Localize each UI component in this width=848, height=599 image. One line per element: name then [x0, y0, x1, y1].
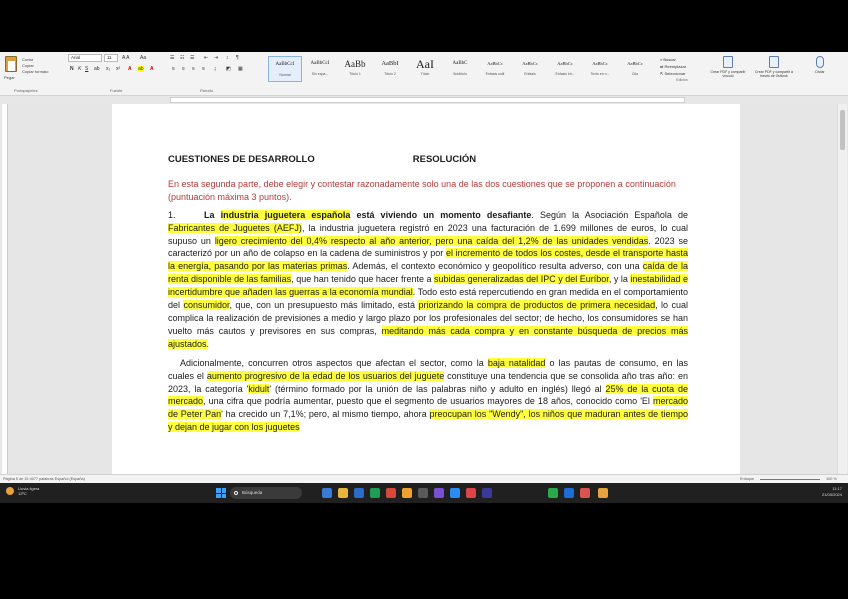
weather-widget[interactable] [6, 486, 39, 496]
style-sample: AaBbC [452, 61, 468, 66]
instructions-paragraph: En esta segunda parte, debe elegir y contestar razonadamente solo una de las dos cuestiones que se proponen a continuación (puntuación máxima 3 puntos). [168, 178, 676, 202]
style-sample: AaBbCc [557, 61, 573, 66]
style-name: Título [420, 72, 430, 76]
style-option[interactable] [373, 56, 407, 82]
taskbar-search[interactable] [230, 487, 302, 499]
multilevel-list-icon[interactable]: ☰ [190, 55, 195, 61]
status-bar [0, 474, 848, 483]
taskbar-app-icon[interactable] [548, 488, 558, 498]
highlighted-text: meditando más cada compra y en constante búsqueda de precios más ajustados [168, 325, 688, 349]
highlighted-text: caída de la renta disponible de las familias [168, 261, 688, 285]
style-sample: AaBbCc [487, 61, 503, 66]
editing-label: Edición [676, 78, 688, 82]
style-sample: AaBbCc [627, 61, 643, 66]
styles-gallery [268, 56, 653, 82]
section-heading [168, 154, 688, 167]
clipboard-label: Portapapeles [14, 88, 38, 93]
taskbar-app-icon[interactable] [598, 488, 608, 498]
system-clock[interactable] [808, 486, 842, 498]
ribbon [0, 52, 848, 96]
taskbar-app-icon[interactable] [322, 488, 332, 498]
taskbar-app-icon[interactable] [450, 488, 460, 498]
create-pdf-outlook-button[interactable] [752, 56, 796, 90]
taskbar-app-icon[interactable] [338, 488, 348, 498]
superscript-icon[interactable]: x² [116, 66, 121, 72]
taskbar-app-icon[interactable] [418, 488, 428, 498]
style-option[interactable] [478, 56, 512, 82]
document-page[interactable] [112, 104, 740, 474]
text-run: constituye una tendencia que se consolida año tras año: en 2023, la categoría ' [168, 370, 688, 394]
pdf-link-icon [723, 56, 733, 68]
taskbar-app-icon[interactable] [434, 488, 444, 498]
style-name: Texto en n... [590, 72, 610, 76]
top-letterbox [0, 0, 848, 52]
numbering-icon[interactable]: ☷ [180, 55, 185, 61]
vertical-scrollbar[interactable] [837, 104, 847, 474]
document-area [0, 104, 848, 474]
replace-button[interactable]: ⇄ Reemplazar [660, 64, 687, 69]
style-sample: AaBbCcI [275, 62, 295, 67]
clipboard-group [2, 54, 66, 92]
highlighted-text: Fabricantes de Juguetes (AEFJ) [168, 222, 302, 233]
borders-icon[interactable]: ▦ [238, 66, 243, 72]
taskbar-app-icon[interactable] [564, 488, 574, 498]
document-body[interactable] [168, 154, 688, 440]
font-color-icon[interactable]: A [128, 66, 132, 72]
search-icon [234, 491, 238, 495]
style-sample: AaBbCc [592, 61, 608, 66]
change-case-icon[interactable]: Aa [140, 55, 147, 61]
italic-icon[interactable]: K [78, 66, 82, 72]
style-option[interactable] [303, 56, 337, 82]
show-marks-icon[interactable]: ¶ [236, 55, 239, 61]
paste-button[interactable]: Pegar [4, 75, 15, 80]
copy-button[interactable]: Copiar [22, 63, 34, 68]
style-name: Énfasis sutil [485, 72, 505, 76]
style-name: Cita [631, 72, 639, 76]
taskbar-app-icon[interactable] [580, 488, 590, 498]
bold-icon[interactable]: N [70, 66, 74, 72]
taskbar-app-icon[interactable] [370, 488, 380, 498]
create-pdf-link-label: Crear PDF y compartir vínculo [710, 70, 746, 78]
sort-icon[interactable]: ↕ [226, 55, 229, 61]
text-run: ' (término formado por la unión de las palabras niño y adulto en inglés) llegó al [269, 383, 606, 394]
highlighted-text: kidult [248, 383, 270, 394]
increase-indent-icon[interactable]: ⇥ [214, 55, 219, 61]
text-run: , que han tenido que hacer frente a [291, 274, 435, 285]
dictate-button[interactable] [800, 56, 840, 90]
bullets-icon[interactable]: ☰ [170, 55, 175, 61]
text-run: , lo cual complica la realización de previsiones a medio y largo plazo por los profesionales del sector; de hecho, los consumidores se han vuelto más cautos y previsores en sus compras, [168, 300, 688, 336]
underline-icon[interactable]: S [85, 66, 89, 72]
ruler-track[interactable] [170, 97, 685, 103]
clock-time: 11:17 [832, 486, 842, 491]
paste-icon[interactable] [5, 56, 17, 72]
text-run: . Además, el contexto económico y geopolítico resulta adverso, con una [347, 261, 643, 272]
zoom-slider[interactable] [760, 479, 820, 480]
focus-button[interactable]: Enfoque [740, 477, 755, 481]
paragraph-group [170, 54, 265, 92]
style-option[interactable] [583, 56, 617, 82]
create-pdf-outlook-label: Crear PDF y compartir a través de Outlook [755, 70, 793, 78]
horizontal-ruler [0, 96, 848, 104]
weather-temp: 12ºC [18, 491, 27, 496]
text-run: o las pautas de consumo, en las cuales el [168, 357, 688, 381]
text-run: , una cifra que podría aumentar, puesto que el segmento de usuarios mayores de 18 años, conocido como 'El [203, 396, 653, 407]
question-1-paragraph-2 [168, 357, 688, 434]
microphone-icon [816, 56, 824, 68]
text-run: , que, con un presupuesto más limitado, está [229, 300, 419, 311]
highlighted-text: preocupan los "Wendy", los niños que maduran antes de tiempo y dejan de jugar con los juguetes [168, 409, 688, 433]
text-run: , la industria juguetera registró en 2023 una facturación de 1.699 millones de euros, lo cual supuso un [168, 222, 689, 246]
start-button[interactable] [216, 488, 226, 498]
cut-button[interactable]: Cortar [22, 57, 34, 62]
highlighted-text: consumidor [183, 300, 230, 311]
text-run: . Todo esto está repercutiendo en gran medida en el comportamiento del [168, 287, 688, 311]
clock-date: 21/05/2024 [821, 492, 842, 497]
font-name-select[interactable]: Arial [68, 54, 102, 62]
select-label: Seleccionar [664, 71, 686, 76]
font-size-select[interactable]: 11 [104, 54, 118, 62]
text-run: . [206, 338, 210, 349]
style-sample: AaBbI [381, 60, 399, 67]
highlighted-text: 25% de la cuota de mercado [168, 383, 689, 407]
font-label: Fuente [110, 88, 123, 93]
text-run: ' ha crecido un 7,1%; pero, al mismo tiempo, ahora [221, 409, 430, 420]
highlighted-text: el incremento de todos los costes, desde el transporte hasta la energía, pasando por las materias primas [168, 248, 688, 272]
shading-icon[interactable]: ◩ [226, 66, 231, 72]
bottom-letterbox [0, 503, 848, 599]
format-painter-button[interactable]: Copiar formato [22, 69, 49, 74]
style-sample: AaI [416, 57, 434, 71]
question-number: 1. [168, 209, 176, 220]
text-run: . Según la Asociación Española de [531, 209, 688, 220]
align-center-icon[interactable]: ≡ [182, 66, 185, 72]
taskbar [0, 483, 848, 503]
text-run: . 2023 se caracterizó por un año de colapso en la cadena de suministros y por [168, 235, 688, 259]
paragraph-label: Párrafo [200, 88, 214, 93]
grow-font-icon[interactable]: A A [122, 55, 130, 61]
heading-left: CUESTIONES DE DESARROLLO [168, 154, 315, 165]
align-left-icon[interactable]: ≡ [172, 66, 175, 72]
taskbar-app-icon[interactable] [402, 488, 412, 498]
style-option[interactable] [548, 56, 582, 82]
weather-icon [6, 487, 14, 495]
text-run: Adicionalmente, concurren otros aspectos que afectan el sector, como la [180, 357, 488, 368]
text-color-icon[interactable]: A [150, 66, 154, 72]
create-pdf-link-button[interactable] [706, 56, 750, 90]
select-button[interactable]: ⇱ Seleccionar [660, 71, 686, 76]
search-placeholder: Búsqueda [242, 490, 263, 495]
scrollbar-thumb[interactable] [840, 110, 845, 150]
find-button[interactable]: ⌕ Buscar [660, 57, 676, 62]
question-1-paragraph [168, 209, 688, 351]
style-option[interactable] [408, 56, 442, 82]
highlighted-text: inestabilidad e incertidumbre que añaden las guerras a la economía mundial [168, 274, 688, 298]
highlighted-text: priorizando la compra de productos de primera necesidad [418, 300, 656, 311]
justify-icon[interactable]: ≡ [202, 66, 205, 72]
find-label: Buscar [663, 57, 676, 62]
taskbar-app-icon[interactable] [466, 488, 476, 498]
style-name: Normal [279, 73, 291, 77]
editing-group [660, 56, 704, 86]
line-spacing-icon[interactable]: ↨ [214, 66, 217, 72]
status-info: Página 5 de 15 4077 palabras Español (España) [3, 477, 85, 481]
style-option[interactable] [338, 56, 372, 82]
taskbar-app-icon[interactable] [386, 488, 396, 498]
text-run: , y la [608, 274, 631, 285]
highlighted-text: baja natalidad [487, 357, 546, 368]
pdf-outlook-icon [769, 56, 779, 68]
weather-title: Lluvia ligera [18, 486, 40, 491]
style-option[interactable] [443, 56, 477, 82]
subscript-icon[interactable]: x₂ [106, 66, 111, 72]
style-sample: AaBb [344, 59, 366, 69]
style-name: Énfasis int... [555, 72, 575, 76]
style-sample: AaBbCcI [310, 61, 330, 66]
highlighted-text: industria juguetera española [220, 209, 351, 220]
style-name: Título 1 [349, 72, 361, 76]
style-name: Subtítulo [453, 72, 467, 76]
highlighted-text: subidas generalizadas del IPC y del Euríbor [434, 274, 609, 285]
taskbar-app-icon[interactable] [354, 488, 364, 498]
vertical-ruler [2, 104, 8, 474]
decrease-indent-icon[interactable]: ⇤ [204, 55, 209, 61]
text-run: La [204, 209, 221, 220]
style-option[interactable] [513, 56, 547, 82]
style-option[interactable] [618, 56, 652, 82]
strikethrough-icon[interactable]: ab [94, 66, 100, 72]
style-name: Título 2 [384, 72, 396, 76]
style-sample: AaBbCc [522, 61, 538, 66]
highlighted-text: aumento progresivo de la edad de los usuarios del juguete [206, 370, 445, 381]
style-option[interactable] [268, 56, 302, 82]
replace-label: Reemplazar [664, 64, 687, 69]
align-right-icon[interactable]: ≡ [192, 66, 195, 72]
text-run: está viviendo un momento desafiante [350, 209, 532, 220]
style-name: Sin espa... [311, 72, 329, 76]
zoom-level[interactable]: 100 % [826, 477, 837, 481]
style-name: Énfasis [524, 72, 536, 76]
highlighted-text: ligero crecimiento del 0,4% respecto al año anterior, pero una caída del 1,2% de las unidades vendidas [214, 235, 649, 246]
heading-right: RESOLUCIÓN [412, 154, 477, 165]
taskbar-app-icon[interactable] [482, 488, 492, 498]
highlight-icon[interactable]: ab [138, 66, 144, 72]
dictate-label: Dictar [815, 70, 825, 74]
highlighted-text: mercado de Peter Pan [168, 396, 688, 420]
